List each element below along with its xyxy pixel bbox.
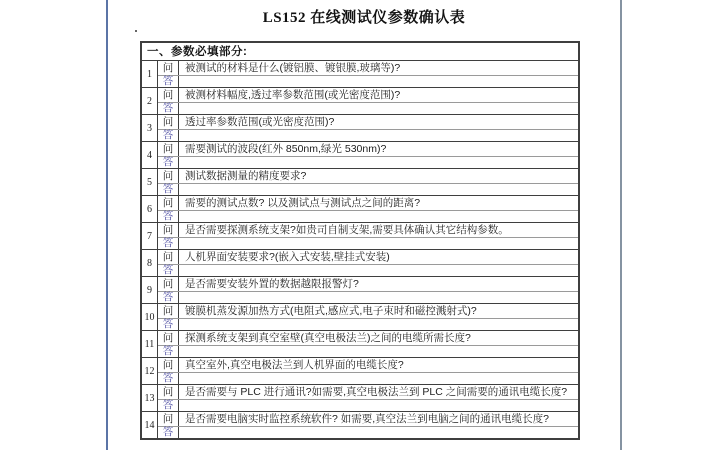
qa-block [158,142,578,168]
question-row [158,250,578,264]
question-text: 是否需要安装外置的数据越限报警灯? [185,278,359,290]
row-number: 13 [142,385,158,411]
question-row [158,331,578,345]
question-label: 问 [158,331,179,345]
answer-label: 答 [158,211,179,222]
qa-block [158,331,578,357]
row-number: 14 [142,412,158,438]
row-number: 8 [142,250,158,276]
answer-input[interactable] [179,211,578,222]
table-row [142,168,578,195]
answer-row [158,291,578,303]
answer-label: 答 [158,238,179,249]
answer-input[interactable] [179,373,578,384]
question-text: 是否需要探测系统支架?如贵司自制支架,需要具体确认其它结构参数。 [185,224,509,236]
question-text: 探测系统支架到真空室壁(真空电极法兰)之间的电缆所需长度? [185,332,471,344]
qa-block [158,196,578,222]
row-number: 12 [142,358,158,384]
answer-row [158,129,578,141]
qa-block [158,223,578,249]
question-row [158,142,578,156]
table-row [142,114,578,141]
table-row [142,411,578,438]
row-number: 11 [142,331,158,357]
answer-input[interactable] [179,103,578,114]
question-text: 测试数据测量的精度要求? [185,170,307,182]
answer-row [158,345,578,357]
question-label: 问 [158,61,179,75]
question-label: 问 [158,277,179,291]
answer-label: 答 [158,427,179,438]
answer-row [158,264,578,276]
answer-label: 答 [158,157,179,168]
question-row [158,88,578,102]
qa-block [158,385,578,411]
row-number: 5 [142,169,158,195]
answer-label: 答 [158,130,179,141]
table-row [142,61,578,87]
answer-row [158,102,578,114]
question-label: 问 [158,196,179,210]
answer-row [158,372,578,384]
qa-block [158,115,578,141]
row-number: 1 [142,61,158,87]
question-row [158,412,578,426]
qa-block [158,88,578,114]
row-number: 3 [142,115,158,141]
row-number: 7 [142,223,158,249]
question-label: 问 [158,385,179,399]
answer-row [158,156,578,168]
answer-row [158,399,578,411]
answer-row [158,75,578,87]
row-number: 2 [142,88,158,114]
question-text: 人机界面安装要求?(嵌入式安装,壁挂式安装) [185,251,390,263]
stray-mark [135,30,137,32]
table-row [142,384,578,411]
question-row [158,358,578,372]
answer-input[interactable] [179,319,578,330]
question-label: 问 [158,169,179,183]
section-header: 一、参数必填部分: [142,43,578,61]
question-text: 需要的测试点数? 以及测试点与测试点之间的距离? [185,197,421,209]
question-row [158,61,578,75]
page-title: LS152 在线测试仪参数确认表 [262,10,466,26]
row-number: 10 [142,304,158,330]
parameter-table [140,41,580,440]
table-row [142,87,578,114]
answer-input[interactable] [179,427,578,438]
page-margin-line-right [620,0,622,450]
answer-label: 答 [158,103,179,114]
row-number: 6 [142,196,158,222]
answer-input[interactable] [179,265,578,276]
answer-input[interactable] [179,157,578,168]
qa-block [158,277,578,303]
qa-block [158,304,578,330]
question-text: 需要测试的波段(红外 850nm,绿光 530nm)? [185,143,387,155]
question-text: 透过率参数范围(或光密度范围)? [185,116,335,128]
question-text: 镀膜机蒸发源加热方式(电阻式,感应式,电子束时和磁控溅射式)? [185,305,477,317]
answer-row [158,426,578,438]
answer-label: 答 [158,265,179,276]
answer-label: 答 [158,319,179,330]
table-row [142,141,578,168]
table-row [142,222,578,249]
qa-block [158,250,578,276]
row-number: 9 [142,277,158,303]
answer-label: 答 [158,184,179,195]
question-row [158,223,578,237]
question-label: 问 [158,358,179,372]
question-text: 真空室外,真空电极法兰到人机界面的电缆长度? [185,359,404,371]
qa-block [158,61,578,87]
question-row [158,385,578,399]
question-row [158,304,578,318]
answer-input[interactable] [179,238,578,249]
question-text: 是否需要电脑实时监控系统软件? 如需要,真空法兰到电脑之间的通讯电缆长度? [185,413,550,425]
question-row [158,169,578,183]
table-row [142,195,578,222]
answer-label: 答 [158,292,179,303]
qa-block [158,169,578,195]
qa-block [158,412,578,438]
answer-label: 答 [158,400,179,411]
answer-input[interactable] [179,76,578,87]
question-label: 问 [158,115,179,129]
answer-row [158,318,578,330]
question-label: 问 [158,88,179,102]
question-label: 问 [158,412,179,426]
answer-input[interactable] [179,292,578,303]
table-row [142,357,578,384]
answer-row [158,210,578,222]
table-row [142,303,578,330]
answer-input[interactable] [179,130,578,141]
answer-row [158,237,578,249]
question-text: 被测材料幅度,透过率参数范围(或光密度范围)? [185,89,401,101]
question-label: 问 [158,142,179,156]
rows-container [142,61,578,438]
page-margin-line-left [106,0,108,450]
question-row [158,277,578,291]
answer-input[interactable] [179,346,578,357]
question-label: 问 [158,304,179,318]
table-row [142,276,578,303]
question-row [158,196,578,210]
question-text: 是否需要与 PLC 进行通讯?如需要,真空电极法兰到 PLC 之间需要的通讯电缆长度? [185,386,568,398]
question-text: 被测试的材料是什么(镀铝膜、镀银膜,玻璃等)? [185,62,401,74]
answer-label: 答 [158,373,179,384]
table-row [142,249,578,276]
answer-label: 答 [158,346,179,357]
question-label: 问 [158,223,179,237]
answer-input[interactable] [179,400,578,411]
question-row [158,115,578,129]
table-row [142,330,578,357]
answer-label: 答 [158,76,179,87]
answer-row [158,183,578,195]
row-number: 4 [142,142,158,168]
qa-block [158,358,578,384]
question-label: 问 [158,250,179,264]
answer-input[interactable] [179,184,578,195]
